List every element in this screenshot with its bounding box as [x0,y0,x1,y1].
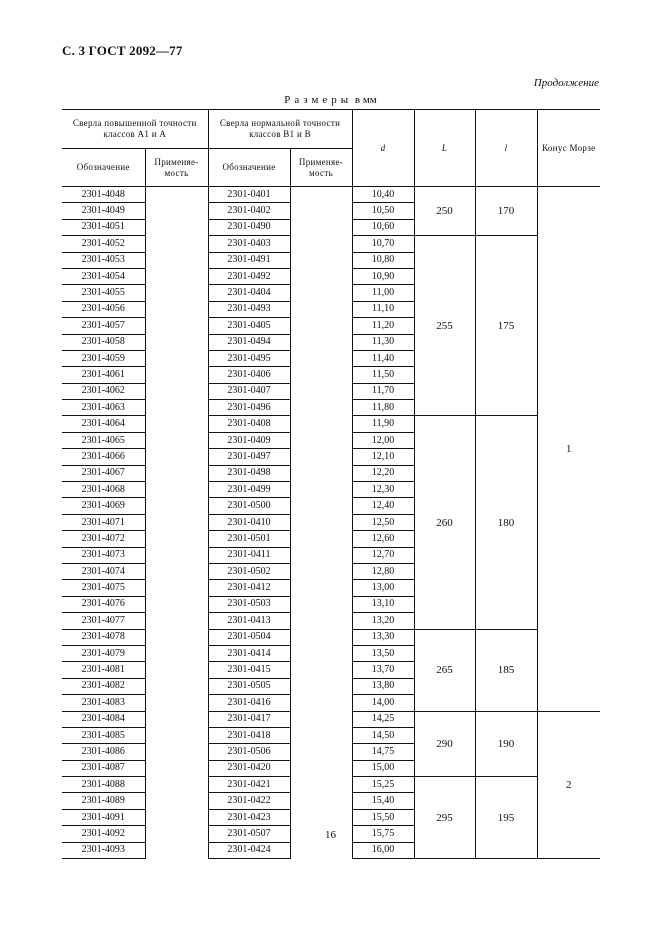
cell-length-L: 295 [414,777,475,859]
cell-designation-high: 2301-4074 [62,563,145,579]
cell-diameter-d: 15,25 [352,777,414,793]
header-designation-2: Обозначение [208,149,290,187]
cell-application-normal [290,711,352,727]
cell-application-normal [290,367,352,383]
cell-designation-high: 2301-4075 [62,580,145,596]
cell-length-l: 190 [475,711,537,777]
cell-designation-normal: 2301-0402 [208,203,290,219]
cell-application-normal [290,252,352,268]
cell-application-high [145,514,208,530]
cell-application-high [145,842,208,858]
cell-designation-normal: 2301-0505 [208,678,290,694]
cell-designation-high: 2301-4076 [62,596,145,612]
cell-application-normal [290,613,352,629]
cell-designation-normal: 2301-0406 [208,367,290,383]
cell-designation-normal: 2301-0416 [208,695,290,711]
cell-application-normal [290,777,352,793]
cell-diameter-d: 11,00 [352,285,414,301]
cell-diameter-d: 11,50 [352,367,414,383]
cell-length-l: 170 [475,187,537,236]
cell-designation-high: 2301-4092 [62,826,145,842]
cell-diameter-d: 12,80 [352,563,414,579]
cell-application-normal [290,400,352,416]
cell-designation-high: 2301-4078 [62,629,145,645]
cell-diameter-d: 12,10 [352,449,414,465]
cell-designation-high: 2301-4062 [62,383,145,399]
cell-application-normal [290,580,352,596]
cell-application-normal [290,301,352,317]
cell-application-normal [290,432,352,448]
cell-designation-high: 2301-4066 [62,449,145,465]
cell-designation-normal: 2301-0411 [208,547,290,563]
cell-designation-high: 2301-4087 [62,760,145,776]
header-application-1: Применяе-мость [145,149,208,187]
cell-application-high [145,645,208,661]
cell-designation-normal: 2301-0500 [208,498,290,514]
cell-designation-high: 2301-4056 [62,301,145,317]
header-designation-1: Обозначение [62,149,145,187]
header-group-high-precision: Сверла повышенной точности классов А1 и А [62,110,208,149]
cell-designation-normal: 2301-0415 [208,662,290,678]
cell-designation-normal: 2301-0409 [208,432,290,448]
units-rest: в мм [354,94,377,106]
cell-diameter-d: 13,00 [352,580,414,596]
header-morse-cone: Конус Морзе [537,110,600,187]
cell-application-high [145,547,208,563]
cell-application-normal [290,268,352,284]
units-word: Размеры [284,94,353,106]
table-row [62,187,600,203]
cell-application-normal [290,219,352,235]
cell-application-normal [290,318,352,334]
drill-dimensions-table [62,109,600,859]
page-number: 16 [325,829,336,841]
table-row [62,629,600,645]
cell-diameter-d: 12,50 [352,514,414,530]
cell-application-normal [290,629,352,645]
cell-designation-normal: 2301-0401 [208,187,290,203]
cell-application-normal [290,662,352,678]
cell-application-high [145,809,208,825]
cell-designation-high: 2301-4089 [62,793,145,809]
cell-designation-normal: 2301-0495 [208,350,290,366]
cell-length-l: 175 [475,236,537,416]
cell-diameter-d: 13,80 [352,678,414,694]
cell-application-high [145,334,208,350]
cell-application-normal [290,383,352,399]
units-caption [0,94,661,106]
cell-diameter-d: 12,60 [352,531,414,547]
cell-diameter-d: 14,25 [352,711,414,727]
cell-designation-high: 2301-4065 [62,432,145,448]
cell-designation-normal: 2301-0494 [208,334,290,350]
cell-diameter-d: 13,10 [352,596,414,612]
cell-designation-normal: 2301-0490 [208,219,290,235]
cell-application-normal [290,727,352,743]
cell-designation-high: 2301-4081 [62,662,145,678]
cell-designation-high: 2301-4055 [62,285,145,301]
cell-application-high [145,318,208,334]
cell-diameter-d: 12,40 [352,498,414,514]
cell-diameter-d: 14,00 [352,695,414,711]
cell-diameter-d: 16,00 [352,842,414,858]
cell-designation-high: 2301-4085 [62,727,145,743]
cell-diameter-d: 10,50 [352,203,414,219]
cell-application-high [145,498,208,514]
cell-application-high [145,465,208,481]
cell-application-normal [290,465,352,481]
cell-designation-normal: 2301-0499 [208,482,290,498]
cell-diameter-d: 11,40 [352,350,414,366]
cell-application-high [145,629,208,645]
cell-application-normal [290,187,352,203]
cell-application-high [145,662,208,678]
cell-designation-high: 2301-4084 [62,711,145,727]
cell-designation-high: 2301-4082 [62,678,145,694]
cell-designation-normal: 2301-0492 [208,268,290,284]
cell-designation-high: 2301-4069 [62,498,145,514]
cell-application-normal [290,482,352,498]
cell-designation-high: 2301-4083 [62,695,145,711]
cell-application-high [145,432,208,448]
cell-diameter-d: 11,20 [352,318,414,334]
cell-designation-high: 2301-4054 [62,268,145,284]
cell-application-high [145,678,208,694]
cell-diameter-d: 11,90 [352,416,414,432]
cell-application-high [145,531,208,547]
cell-designation-normal: 2301-0491 [208,252,290,268]
cell-diameter-d: 12,70 [352,547,414,563]
cell-application-normal [290,793,352,809]
cell-application-high [145,285,208,301]
cell-designation-high: 2301-4091 [62,809,145,825]
table-row [62,236,600,252]
header-d: d [352,110,414,187]
cell-application-high [145,383,208,399]
cell-designation-high: 2301-4072 [62,531,145,547]
cell-application-normal [290,514,352,530]
cell-designation-normal: 2301-0423 [208,809,290,825]
cell-designation-high: 2301-4061 [62,367,145,383]
cell-application-high [145,695,208,711]
cell-application-high [145,301,208,317]
table-row [62,711,600,727]
cell-length-L: 265 [414,629,475,711]
cell-designation-high: 2301-4057 [62,318,145,334]
cell-diameter-d: 11,70 [352,383,414,399]
cell-diameter-d: 10,70 [352,236,414,252]
cell-length-L: 250 [414,187,475,236]
cell-designation-normal: 2301-0421 [208,777,290,793]
cell-application-normal [290,842,352,858]
cell-designation-normal: 2301-0420 [208,760,290,776]
cell-diameter-d: 15,00 [352,760,414,776]
header-group-normal-precision: Сверла нормальной точности классов В1 и В [208,110,352,149]
cell-morse-cone: 1 [537,187,600,712]
cell-diameter-d: 12,20 [352,465,414,481]
cell-application-normal [290,449,352,465]
cell-designation-high: 2301-4086 [62,744,145,760]
cell-designation-high: 2301-4079 [62,645,145,661]
cell-application-high [145,400,208,416]
table-body [62,187,600,859]
page-header: С. 3 ГОСТ 2092—77 [62,43,183,58]
cell-designation-high: 2301-4063 [62,400,145,416]
cell-application-normal [290,744,352,760]
cell-designation-high: 2301-4073 [62,547,145,563]
cell-application-high [145,187,208,203]
cell-application-normal [290,203,352,219]
cell-designation-normal: 2301-0503 [208,596,290,612]
cell-designation-high: 2301-4067 [62,465,145,481]
cell-diameter-d: 15,75 [352,826,414,842]
cell-designation-normal: 2301-0502 [208,563,290,579]
cell-designation-high: 2301-4053 [62,252,145,268]
continuation-label: Продолжение [533,77,599,89]
cell-morse-cone: 2 [537,711,600,859]
cell-application-high [145,744,208,760]
cell-designation-high: 2301-4068 [62,482,145,498]
cell-application-normal [290,416,352,432]
cell-length-l: 180 [475,416,537,629]
cell-application-high [145,350,208,366]
cell-designation-normal: 2301-0493 [208,301,290,317]
cell-designation-normal: 2301-0501 [208,531,290,547]
cell-designation-high: 2301-4051 [62,219,145,235]
cell-application-normal [290,334,352,350]
cell-application-high [145,268,208,284]
cell-designation-high: 2301-4071 [62,514,145,530]
cell-diameter-d: 15,50 [352,809,414,825]
cell-length-L: 290 [414,711,475,777]
cell-designation-normal: 2301-0414 [208,645,290,661]
cell-designation-normal: 2301-0497 [208,449,290,465]
table-row [62,777,600,793]
cell-designation-normal: 2301-0506 [208,744,290,760]
cell-application-normal [290,498,352,514]
cell-application-high [145,367,208,383]
cell-designation-normal: 2301-0417 [208,711,290,727]
cell-diameter-d: 13,50 [352,645,414,661]
cell-application-normal [290,547,352,563]
cell-application-high [145,760,208,776]
cell-diameter-d: 12,30 [352,482,414,498]
cell-application-high [145,203,208,219]
cell-application-normal [290,236,352,252]
header-application-2: Применяе-мость [290,149,352,187]
cell-designation-high: 2301-4059 [62,350,145,366]
cell-designation-high: 2301-4064 [62,416,145,432]
cell-application-high [145,596,208,612]
cell-diameter-d: 11,30 [352,334,414,350]
cell-designation-normal: 2301-0412 [208,580,290,596]
cell-designation-normal: 2301-0422 [208,793,290,809]
cell-designation-high: 2301-4058 [62,334,145,350]
cell-designation-high: 2301-4077 [62,613,145,629]
cell-diameter-d: 10,80 [352,252,414,268]
cell-designation-normal: 2301-0407 [208,383,290,399]
cell-application-normal [290,285,352,301]
cell-designation-normal: 2301-0403 [208,236,290,252]
cell-application-high [145,580,208,596]
cell-application-normal [290,678,352,694]
cell-designation-normal: 2301-0424 [208,842,290,858]
cell-diameter-d: 12,00 [352,432,414,448]
cell-diameter-d: 13,30 [352,629,414,645]
cell-designation-normal: 2301-0410 [208,514,290,530]
cell-application-high [145,613,208,629]
cell-length-L: 255 [414,236,475,416]
cell-length-L: 260 [414,416,475,629]
header-L: L [414,110,475,187]
cell-application-high [145,793,208,809]
cell-designation-normal: 2301-0498 [208,465,290,481]
cell-application-high [145,777,208,793]
cell-application-high [145,563,208,579]
cell-designation-high: 2301-4049 [62,203,145,219]
cell-designation-normal: 2301-0404 [208,285,290,301]
cell-diameter-d: 10,90 [352,268,414,284]
cell-designation-normal: 2301-0507 [208,826,290,842]
cell-application-normal [290,596,352,612]
cell-application-normal [290,760,352,776]
cell-application-high [145,727,208,743]
cell-diameter-d: 14,50 [352,727,414,743]
cell-length-l: 185 [475,629,537,711]
cell-application-normal [290,531,352,547]
cell-application-high [145,449,208,465]
cell-designation-high: 2301-4048 [62,187,145,203]
cell-diameter-d: 13,20 [352,613,414,629]
cell-designation-normal: 2301-0413 [208,613,290,629]
cell-designation-normal: 2301-0418 [208,727,290,743]
cell-application-high [145,711,208,727]
cell-diameter-d: 11,80 [352,400,414,416]
cell-application-normal [290,563,352,579]
cell-designation-normal: 2301-0496 [208,400,290,416]
cell-diameter-d: 14,75 [352,744,414,760]
cell-application-high [145,219,208,235]
table-row [62,416,600,432]
header-l: l [475,110,537,187]
cell-application-normal [290,350,352,366]
cell-application-normal [290,695,352,711]
cell-diameter-d: 15,40 [352,793,414,809]
cell-application-normal [290,809,352,825]
cell-application-high [145,416,208,432]
cell-diameter-d: 13,70 [352,662,414,678]
cell-diameter-d: 11,10 [352,301,414,317]
cell-designation-normal: 2301-0504 [208,629,290,645]
cell-designation-normal: 2301-0408 [208,416,290,432]
cell-diameter-d: 10,60 [352,219,414,235]
cell-designation-high: 2301-4052 [62,236,145,252]
cell-application-normal [290,645,352,661]
cell-designation-high: 2301-4088 [62,777,145,793]
cell-application-high [145,252,208,268]
cell-diameter-d: 10,40 [352,187,414,203]
cell-application-high [145,482,208,498]
cell-designation-normal: 2301-0405 [208,318,290,334]
cell-application-high [145,236,208,252]
cell-length-l: 195 [475,777,537,859]
cell-designation-high: 2301-4093 [62,842,145,858]
